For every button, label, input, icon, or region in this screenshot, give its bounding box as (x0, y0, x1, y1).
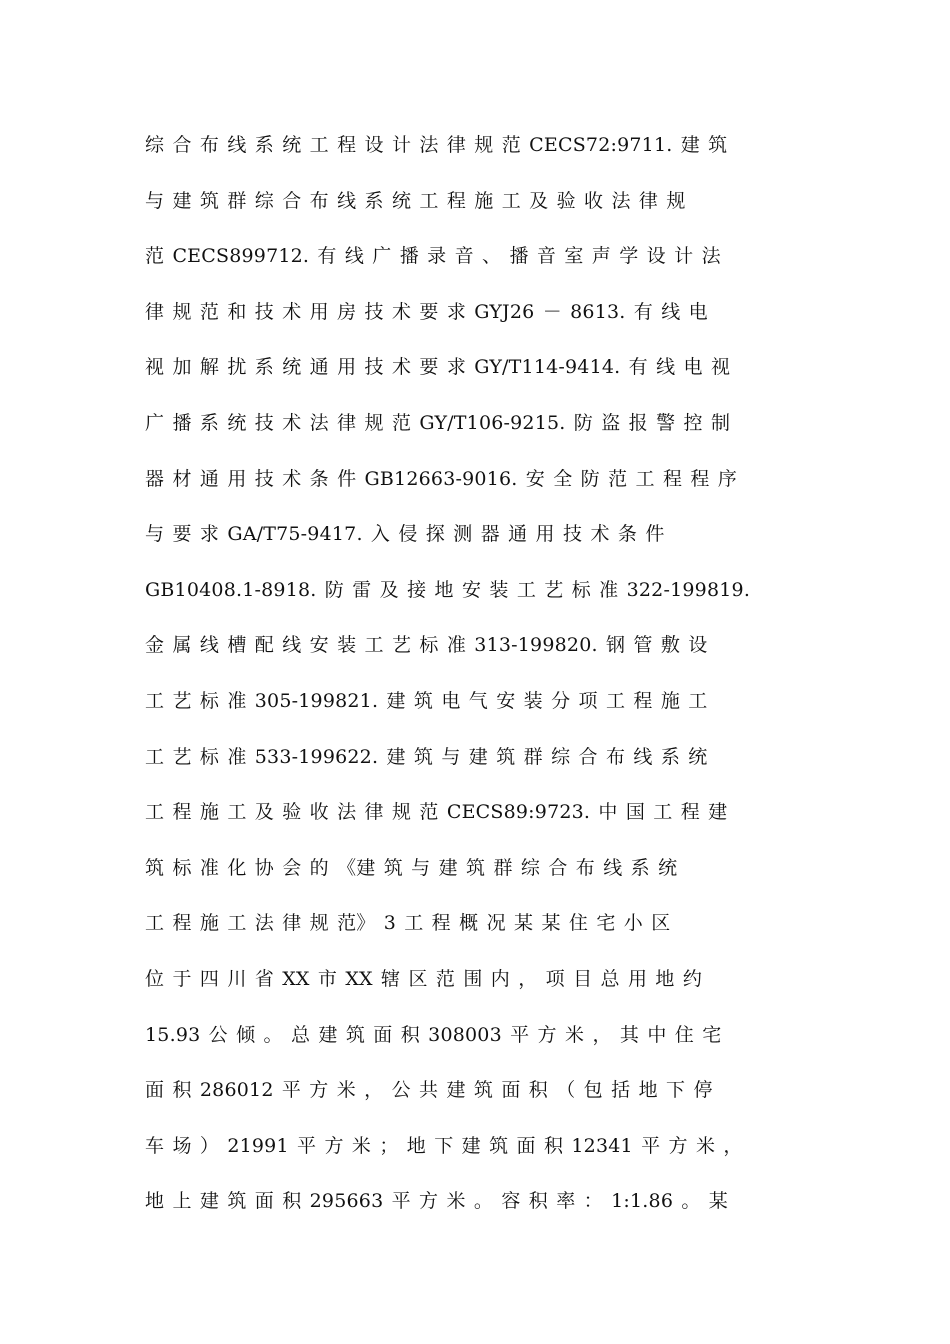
body-text (145, 122, 845, 1234)
text-line: 车 场 ） 21991 平 方 米 ； 地 下 建 筑 面 积 12341 平 方 米 ， (145, 1134, 743, 1157)
text-line: 综 合 布 线 系 统 工 程 设 计 法 律 规 范 CECS72:9711. 建 筑 (145, 134, 728, 156)
text-line: 律 规 范 和 技 术 用 房 技 术 要 求 GYJ26 － 8613. 有 线 电 (145, 300, 708, 323)
text-line: 金 属 线 槽 配 线 安 装 工 艺 标 准 313-199820. 钢 管 敷 设 (145, 634, 708, 657)
text-line: 视 加 解 扰 系 统 通 用 技 术 要 求 GY/T114-9414. 有 线 电 视 (145, 356, 731, 379)
text-line: 工 艺 标 准 305-199821. 建 筑 电 气 安 装 分 项 工 程 施 工 (145, 689, 708, 712)
text-line: 广 播 系 统 技 术 法 律 规 范 GY/T106-9215. 防 盗 报 警 控 制 (145, 411, 731, 434)
text-line: 位 于 四 川 省 XX 市 XX 辖 区 范 围 内 ， 项 目 总 用 地 约 (145, 967, 703, 990)
text-line: 器 材 通 用 技 术 条 件 GB12663-9016. 安 全 防 范 工 程 程 序 (145, 467, 738, 490)
text-line: 工 程 施 工 法 律 规 范》 3 工 程 概 况 某 某 住 宅 小 区 (145, 912, 671, 935)
text-line: 15.93 公 倾 。 总 建 筑 面 积 308003 平 方 米 ， 其 中 住 宅 (145, 1023, 722, 1046)
text-line: 与 建 筑 群 综 合 布 线 系 统 工 程 施 工 及 验 收 法 律 规 (145, 189, 686, 212)
text-line: 与 要 求 GA/T75-9417. 入 侵 探 测 器 通 用 技 术 条 件 (145, 523, 665, 546)
text-line: 面 积 286012 平 方 米 ， 公 共 建 筑 面 积 （ 包 括 地 下 停 (145, 1079, 713, 1102)
text-line: 范 CECS899712. 有 线 广 播 录 音 、 播 音 室 声 学 设 计 法 (145, 245, 721, 268)
text-line: 工 艺 标 准 533-199622. 建 筑 与 建 筑 群 综 合 布 线 系 统 (145, 745, 708, 768)
text-line: GB10408.1-8918. 防 雷 及 接 地 安 装 工 艺 标 准 322-199819. (145, 578, 751, 601)
text-line: 筑 标 准 化 协 会 的 《建 筑 与 建 筑 群 综 合 布 线 系 统 (145, 856, 678, 879)
text-line: 工 程 施 工 及 验 收 法 律 规 范 CECS89:9723. 中 国 工 程 建 (145, 801, 728, 824)
text-line: 地 上 建 筑 面 积 295663 平 方 米 。 容 积 率 ： 1:1.86 。 某 (145, 1190, 728, 1213)
